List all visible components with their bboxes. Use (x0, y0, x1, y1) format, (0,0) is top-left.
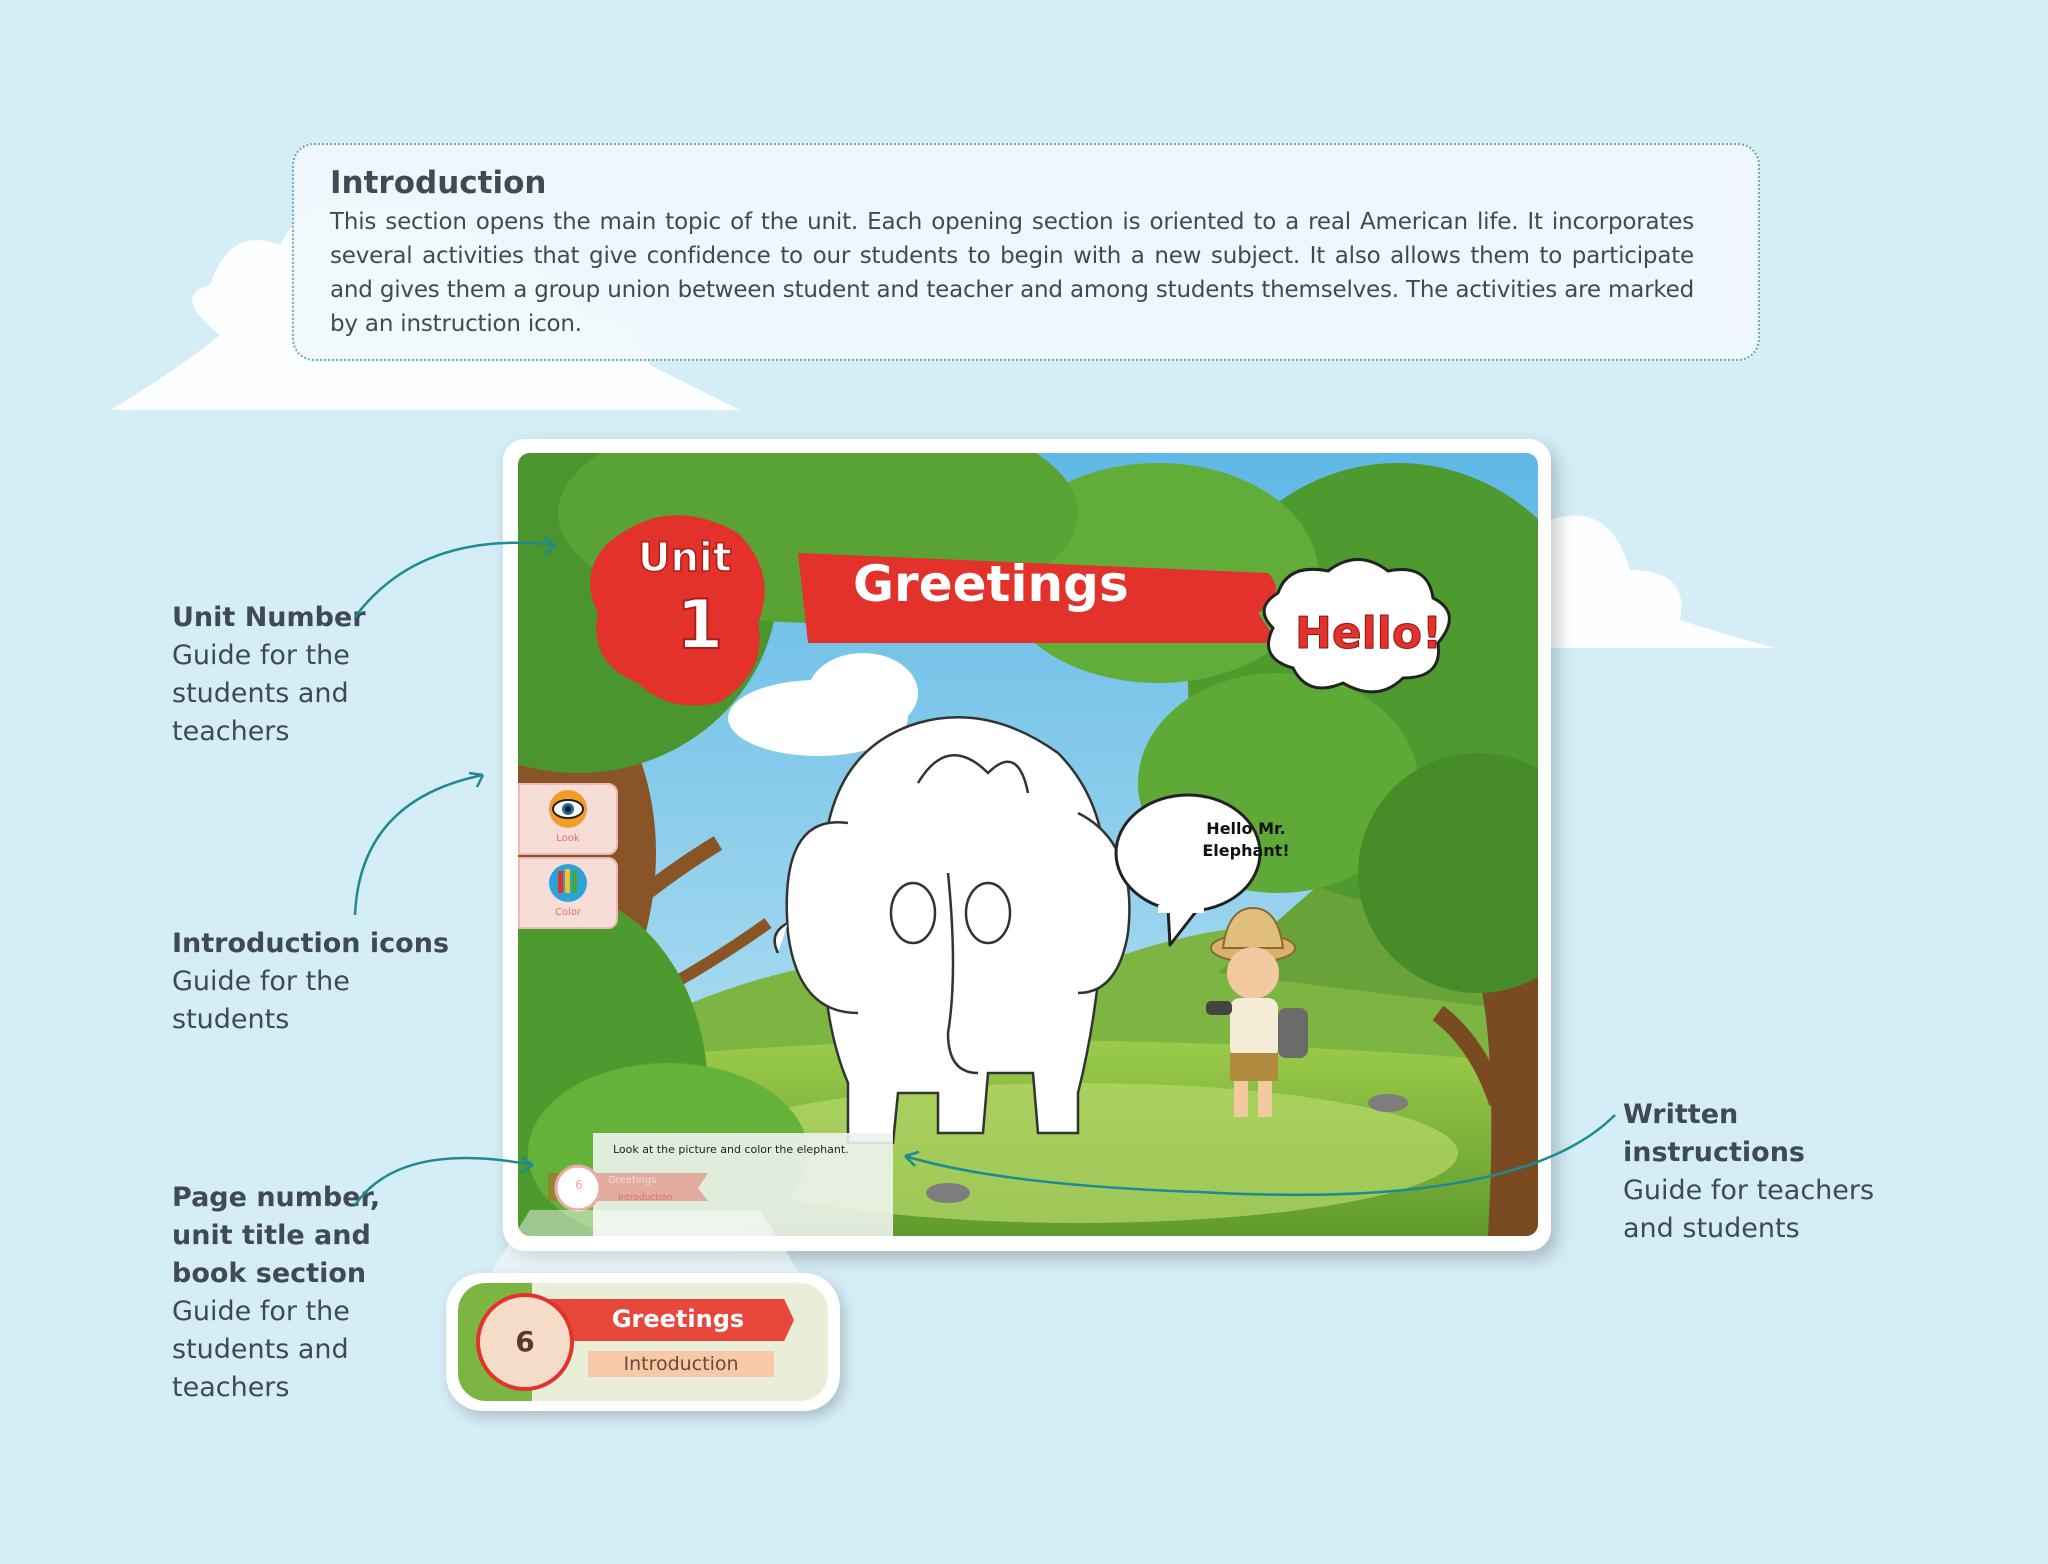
annotation-desc: Guide for the students and teachers (172, 640, 350, 747)
annotation-title: Introduction icons (172, 928, 450, 959)
introduction-body: This section opens the main topic of the unit. Each opening section is oriented to a real American life. It incorporates several activities that give confidence to our students to begin with a new subject. It also allows them to participate and gives them a group union between student and teacher and among students themselves. The activities are marked by an instruction icon. (330, 209, 1694, 337)
annotation-intro-icons (172, 925, 452, 1039)
annotation-written-instructions (1623, 1096, 1893, 1248)
pencils-icon (545, 863, 591, 903)
eye-icon (545, 789, 591, 829)
annotation-page-number (172, 1179, 442, 1407)
instruction-text: Look at the picture and color the elephant. (613, 1143, 849, 1156)
footer-page-number: 6 (515, 1325, 535, 1358)
hello-text: Hello! (1295, 608, 1443, 659)
book-illustration (518, 453, 1538, 1236)
unit-title: Greetings (853, 555, 1129, 613)
annotation-desc: Guide for the students and teachers (172, 1296, 350, 1403)
small-page-number: 6 (575, 1178, 583, 1192)
unit-number: 1 (676, 586, 724, 665)
annotation-desc: Guide for teachers and students (1623, 1175, 1875, 1244)
annotation-title: Unit Number (172, 602, 366, 633)
annotation-unit-number (172, 599, 402, 751)
annotation-title: Page number, unit title and book section (172, 1182, 381, 1289)
unit-word: Unit (638, 535, 732, 581)
intro-icon-label: Color (554, 907, 582, 918)
speech-text: Hello Mr. Elephant! (1202, 819, 1290, 860)
intro-icon-label: Look (556, 833, 580, 844)
small-footer-section: Introduction (618, 1193, 673, 1203)
introduction-title: Introduction (330, 165, 547, 201)
book-page (518, 453, 1538, 1236)
arrow-intro-icons (355, 775, 483, 915)
annotation-desc: Guide for the students (172, 966, 350, 1035)
annotation-title: Written instructions (1623, 1099, 1805, 1168)
introduction-box (292, 143, 1760, 361)
footer-unit-title: Greetings (611, 1305, 745, 1333)
small-footer-title: Greetings (608, 1175, 657, 1186)
footer-zoom (446, 1273, 840, 1411)
footer-book-section: Introduction (623, 1353, 739, 1375)
intro-icon-look[interactable] (518, 783, 618, 855)
intro-icon-color[interactable] (518, 857, 618, 929)
